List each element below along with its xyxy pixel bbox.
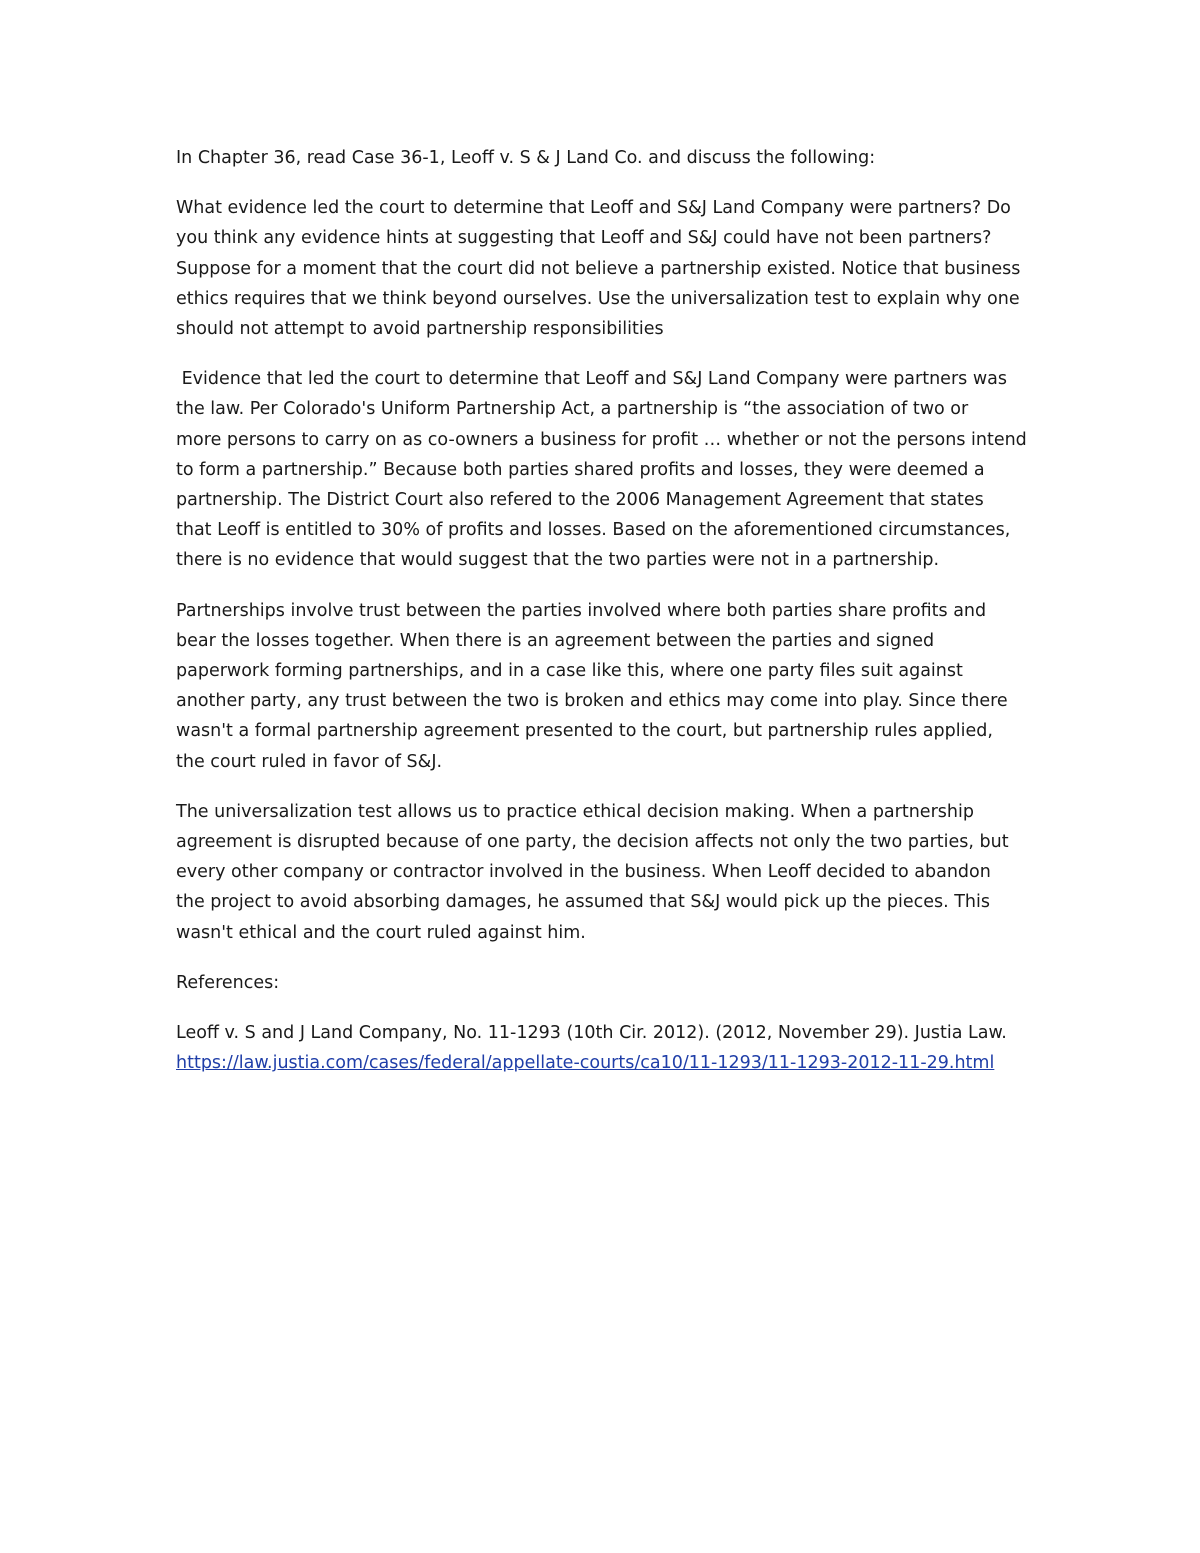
text-line: wasn't ethical and the court ruled against him. — [176, 922, 586, 943]
text-line: Partnerships involve trust between the parties involved where both parties share profits and — [176, 600, 987, 621]
text-line: the court ruled in favor of S&J. — [176, 751, 443, 772]
document-body — [176, 143, 1036, 1098]
text-line: to form a partnership.” Because both parties shared profits and losses, they were deemed a — [176, 459, 985, 480]
text-line: more persons to carry on as co-owners a business for profit … whether or not the persons intend — [176, 429, 1027, 450]
text-line: paperwork forming partnerships, and in a case like this, where one party files suit against — [176, 661, 963, 682]
text-line: you think any evidence hints at suggesting that Leoff and S&J could have not been partners? — [176, 228, 992, 249]
discussion-question — [176, 193, 1036, 344]
text-line: every other company or contractor involved in the business. When Leoff decided to abandon — [176, 862, 991, 883]
text-line: the law. Per Colorado's Uniform Partnership Act, a partnership is “the association of two or — [176, 399, 969, 420]
answer-paragraph-universalization — [176, 797, 1036, 948]
references-heading — [176, 968, 1036, 998]
text-line: should not attempt to avoid partnership responsibilities — [176, 319, 664, 340]
text-line: another party, any trust between the two is broken and ethics may come into play. Since there — [176, 691, 1008, 712]
text-line: bear the losses together. When there is an agreement between the parties and signed — [176, 630, 935, 651]
text-line: ethics requires that we think beyond ourselves. Use the universalization test to explain why one — [176, 288, 1020, 309]
assignment-prompt — [176, 143, 1036, 173]
text-line: agreement is disrupted because of one party, the decision affects not only the two parties, but — [176, 832, 1009, 853]
text-line: Suppose for a moment that the court did not believe a partnership existed. Notice that business — [176, 258, 1021, 279]
text-line: The universalization test allows us to practice ethical decision making. When a partnership — [176, 801, 974, 822]
text-line: partnership. The District Court also refered to the 2006 Management Agreement that states — [176, 490, 984, 511]
reference-url-link[interactable]: https://law.justia.com/cases/federal/appellate-courts/ca10/11-1293/11-1293-2012-11-29.html — [176, 1053, 995, 1074]
text-line: What evidence led the court to determine that Leoff and S&J Land Company were partners? Do — [176, 198, 1011, 219]
reference-citation: Leoff v. S and J Land Company, No. 11-1293 (10th Cir. 2012). (2012, November 29). Justia Law. — [176, 1023, 1007, 1044]
text-line: References: — [176, 972, 280, 993]
reference-entry — [176, 1018, 1036, 1078]
answer-paragraph-trust — [176, 596, 1036, 777]
answer-paragraph-evidence — [176, 364, 1036, 575]
text-line: In Chapter 36, read Case 36-1, Leoff v. S & J Land Co. and discuss the following: — [176, 148, 876, 168]
text-line: there is no evidence that would suggest that the two parties were not in a partnership. — [176, 550, 940, 571]
text-line: Evidence that led the court to determine that Leoff and S&J Land Company were partners was — [176, 369, 1007, 390]
text-line: wasn't a formal partnership agreement presented to the court, but partnership rules applied, — [176, 721, 993, 742]
text-line: the project to avoid absorbing damages, he assumed that S&J would pick up the pieces. This — [176, 892, 990, 913]
text-line: that Leoff is entitled to 30% of profits and losses. Based on the aforementioned circumstances, — [176, 520, 1011, 541]
